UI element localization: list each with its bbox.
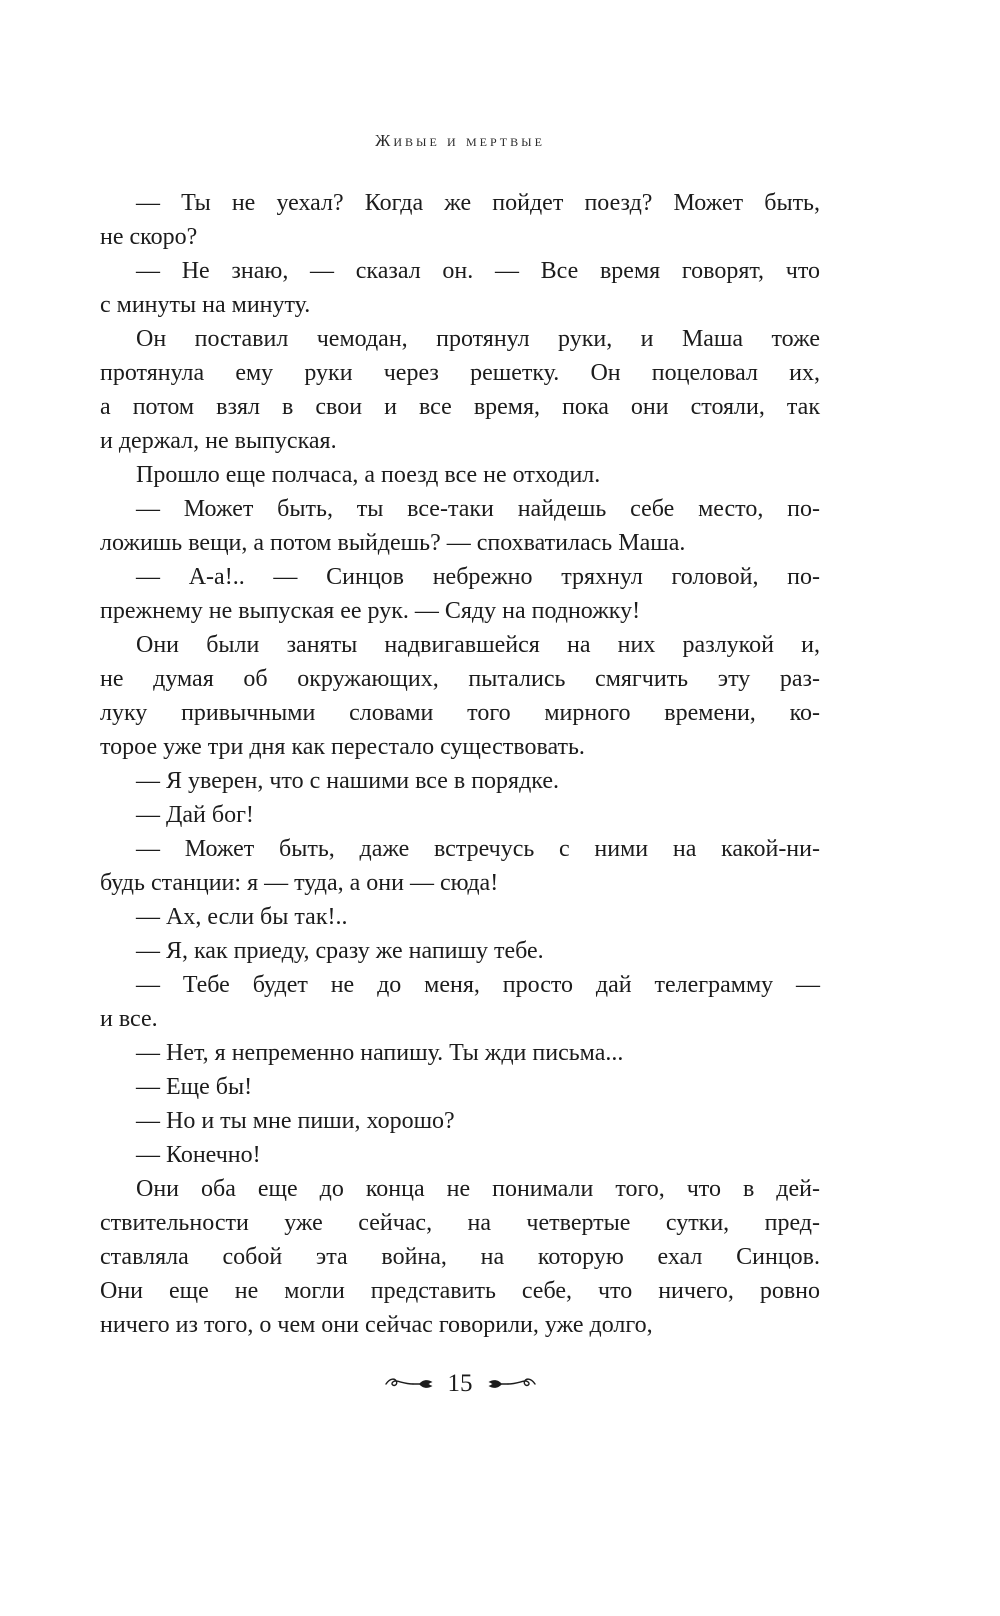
- text-line: и держал, не выпуская.: [100, 428, 337, 454]
- paragraph: [100, 1036, 820, 1070]
- text-line: — Дай бог!: [136, 802, 254, 828]
- text-line: прежнему не выпуская ее рук. — Сяду на подножку!: [100, 598, 641, 624]
- text-line: луку привычными словами того мирного времени, ко-: [100, 700, 820, 726]
- text-line: — Я, как приеду, сразу же напишу тебе.: [136, 938, 544, 964]
- paragraph: [100, 458, 820, 492]
- text-line: торое уже три дня как перестало существовать.: [100, 734, 585, 760]
- text-line: Они еще не могли представить себе, что ничего, ровно: [100, 1278, 820, 1304]
- text-line: и все.: [100, 1006, 158, 1032]
- text-line: не думая об окружающих, пытались смягчить эту раз-: [100, 666, 820, 692]
- text-line: а потом взял в свои и все время, пока они стояли, так: [100, 394, 820, 420]
- paragraph: [100, 798, 820, 832]
- paragraph: [100, 1104, 820, 1138]
- paragraph: [100, 254, 820, 322]
- page-number: 15: [447, 1370, 473, 1397]
- text-line: Они оба еще до конца не понимали того, что в дей-: [136, 1176, 820, 1202]
- text-line: не скоро?: [100, 224, 198, 250]
- paragraph: [100, 832, 820, 900]
- text-line: ложишь вещи, а потом выйдешь? — спохватилась Маша.: [100, 530, 686, 556]
- page-footer: [100, 1370, 820, 1398]
- text-line: ствительности уже сейчас, на четвертые сутки, пред-: [100, 1210, 820, 1236]
- paragraph: [100, 900, 820, 934]
- text-line: — Еще бы!: [136, 1074, 253, 1100]
- paragraph: [100, 492, 820, 560]
- body-text: [100, 186, 820, 1342]
- paragraph: [100, 560, 820, 628]
- text-line: — Конечно!: [136, 1142, 261, 1168]
- paragraph: [100, 322, 820, 458]
- text-line: Прошло еще полчаса, а поезд все не отходил.: [136, 462, 601, 488]
- text-line: ставляла собой эта война, на которую ехал Синцов.: [100, 1244, 820, 1270]
- text-line: — Тебе будет не до меня, просто дай телеграмму —: [136, 972, 820, 998]
- paragraph: [100, 1138, 820, 1172]
- fleuron-right-icon: [485, 1376, 537, 1392]
- text-line: будь станции: я — туда, а они — сюда!: [100, 870, 499, 896]
- text-line: — Но и ты мне пиши, хорошо?: [136, 1108, 455, 1134]
- fleuron-left-icon: [384, 1376, 436, 1392]
- text-line: Он поставил чемодан, протянул руки, и Маша тоже: [136, 326, 820, 352]
- running-header: Живые и мертвые: [375, 131, 545, 150]
- paragraph: [100, 764, 820, 798]
- text-line: — Нет, я непременно напишу. Ты жди письма...: [136, 1040, 624, 1066]
- paragraph: [100, 1070, 820, 1104]
- text-line: — Может быть, ты все-таки найдешь себе место, по-: [136, 496, 820, 522]
- text-line: — Не знаю, — сказал он. — Все время говорят, что: [136, 258, 820, 284]
- text-line: — А-а!.. — Синцов небрежно тряхнул головой, по-: [136, 564, 820, 590]
- text-line: — Я уверен, что с нашими все в порядке.: [136, 768, 560, 794]
- text-line: — Может быть, даже встречусь с ними на какой-ни-: [136, 836, 820, 862]
- paragraph: [100, 1172, 820, 1342]
- paragraph: [100, 968, 820, 1036]
- text-line: с минуты на минуту.: [100, 292, 311, 318]
- paragraph: [100, 628, 820, 764]
- text-line: протянула ему руки через решетку. Он поцеловал их,: [100, 360, 820, 386]
- text-line: — Ты не уехал? Когда же пойдет поезд? Может быть,: [136, 190, 820, 216]
- text-line: ничего из того, о чем они сейчас говорили, уже долго,: [100, 1312, 653, 1338]
- paragraph: [100, 934, 820, 968]
- text-line: — Ах, если бы так!..: [136, 904, 348, 930]
- paragraph: [100, 186, 820, 254]
- text-line: Они были заняты надвигавшейся на них разлукой и,: [136, 632, 820, 658]
